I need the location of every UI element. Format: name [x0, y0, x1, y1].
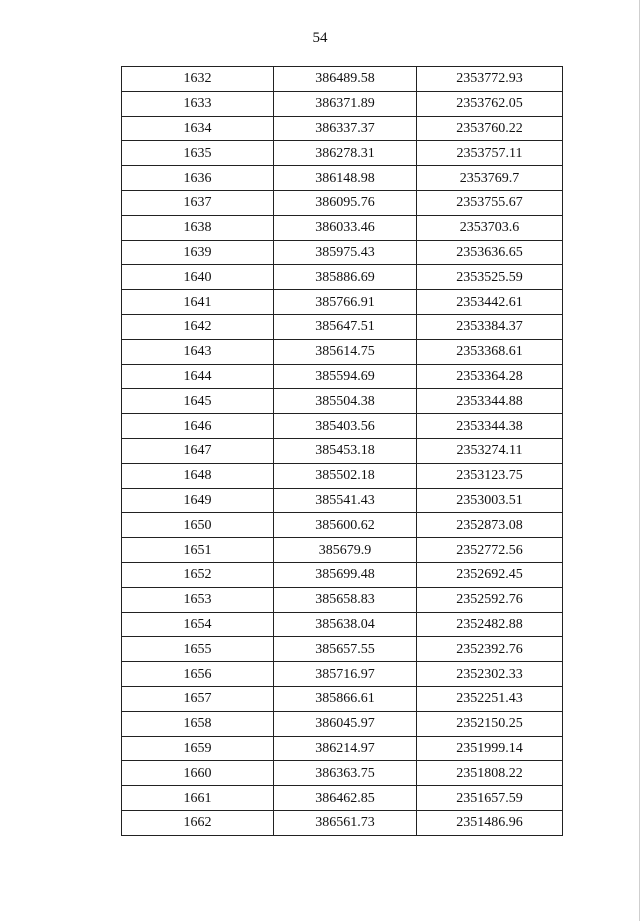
point-number-cell: 1646: [122, 414, 274, 439]
x-coordinate-cell: 385716.97: [274, 662, 417, 687]
point-number-cell: 1632: [122, 67, 274, 92]
x-coordinate-cell: 385403.56: [274, 414, 417, 439]
y-coordinate-cell: 2352251.43: [417, 686, 563, 711]
x-coordinate-cell: 385975.43: [274, 240, 417, 265]
table-row: [122, 67, 563, 92]
table-row: [122, 711, 563, 736]
point-number-cell: 1651: [122, 538, 274, 563]
point-number-cell: 1650: [122, 513, 274, 538]
table-row: [122, 810, 563, 835]
x-coordinate-cell: 386278.31: [274, 141, 417, 166]
x-coordinate-cell: 385541.43: [274, 488, 417, 513]
y-coordinate-cell: 2353703.6: [417, 215, 563, 240]
point-number-cell: 1659: [122, 736, 274, 761]
x-coordinate-cell: 385766.91: [274, 290, 417, 315]
x-coordinate-cell: 385658.83: [274, 587, 417, 612]
y-coordinate-cell: 2352482.88: [417, 612, 563, 637]
x-coordinate-cell: 385502.18: [274, 463, 417, 488]
y-coordinate-cell: 2353123.75: [417, 463, 563, 488]
point-number-cell: 1636: [122, 166, 274, 191]
x-coordinate-cell: 385679.9: [274, 538, 417, 563]
point-number-cell: 1662: [122, 810, 274, 835]
y-coordinate-cell: 2352592.76: [417, 587, 563, 612]
x-coordinate-cell: 385594.69: [274, 364, 417, 389]
table-row: [122, 265, 563, 290]
y-coordinate-cell: 2353755.67: [417, 190, 563, 215]
point-number-cell: 1648: [122, 463, 274, 488]
y-coordinate-cell: 2353003.51: [417, 488, 563, 513]
x-coordinate-cell: 386489.58: [274, 67, 417, 92]
table-row: [122, 488, 563, 513]
x-coordinate-cell: 385600.62: [274, 513, 417, 538]
x-coordinate-cell: 385886.69: [274, 265, 417, 290]
y-coordinate-cell: 2352302.33: [417, 662, 563, 687]
x-coordinate-cell: 386095.76: [274, 190, 417, 215]
point-number-cell: 1658: [122, 711, 274, 736]
point-number-cell: 1660: [122, 761, 274, 786]
point-number-cell: 1641: [122, 290, 274, 315]
y-coordinate-cell: 2352392.76: [417, 637, 563, 662]
x-coordinate-cell: 385614.75: [274, 339, 417, 364]
y-coordinate-cell: 2353762.05: [417, 91, 563, 116]
point-number-cell: 1652: [122, 562, 274, 587]
y-coordinate-cell: 2353757.11: [417, 141, 563, 166]
y-coordinate-cell: 2353772.93: [417, 67, 563, 92]
x-coordinate-cell: 385504.38: [274, 389, 417, 414]
x-coordinate-cell: 385638.04: [274, 612, 417, 637]
table-row: [122, 587, 563, 612]
y-coordinate-cell: 2353769.7: [417, 166, 563, 191]
point-number-cell: 1655: [122, 637, 274, 662]
point-number-cell: 1638: [122, 215, 274, 240]
coordinates-table-body: [122, 67, 563, 836]
y-coordinate-cell: 2353760.22: [417, 116, 563, 141]
y-coordinate-cell: 2353442.61: [417, 290, 563, 315]
table-row: [122, 761, 563, 786]
table-row: [122, 240, 563, 265]
point-number-cell: 1653: [122, 587, 274, 612]
table-row: [122, 736, 563, 761]
point-number-cell: 1656: [122, 662, 274, 687]
table-row: [122, 538, 563, 563]
table-row: [122, 438, 563, 463]
coordinates-table: [121, 66, 563, 836]
y-coordinate-cell: 2352692.45: [417, 562, 563, 587]
table-row: [122, 389, 563, 414]
y-coordinate-cell: 2353344.38: [417, 414, 563, 439]
table-row: [122, 637, 563, 662]
y-coordinate-cell: 2353384.37: [417, 314, 563, 339]
point-number-cell: 1657: [122, 686, 274, 711]
table-row: [122, 364, 563, 389]
table-row: [122, 686, 563, 711]
table-row: [122, 141, 563, 166]
point-number-cell: 1635: [122, 141, 274, 166]
x-coordinate-cell: 386045.97: [274, 711, 417, 736]
x-coordinate-cell: 386033.46: [274, 215, 417, 240]
x-coordinate-cell: 385453.18: [274, 438, 417, 463]
table-row: [122, 215, 563, 240]
point-number-cell: 1654: [122, 612, 274, 637]
table-row: [122, 414, 563, 439]
y-coordinate-cell: 2352150.25: [417, 711, 563, 736]
x-coordinate-cell: 386337.37: [274, 116, 417, 141]
point-number-cell: 1640: [122, 265, 274, 290]
page-number: 54: [312, 30, 328, 46]
x-coordinate-cell: 386561.73: [274, 810, 417, 835]
y-coordinate-cell: 2353636.65: [417, 240, 563, 265]
y-coordinate-cell: 2351808.22: [417, 761, 563, 786]
point-number-cell: 1642: [122, 314, 274, 339]
point-number-cell: 1661: [122, 786, 274, 811]
table-row: [122, 463, 563, 488]
point-number-cell: 1647: [122, 438, 274, 463]
table-row: [122, 91, 563, 116]
point-number-cell: 1649: [122, 488, 274, 513]
point-number-cell: 1645: [122, 389, 274, 414]
table-row: [122, 290, 563, 315]
table-row: [122, 190, 563, 215]
table-row: [122, 562, 563, 587]
x-coordinate-cell: 385647.51: [274, 314, 417, 339]
point-number-cell: 1633: [122, 91, 274, 116]
table-row: [122, 339, 563, 364]
table-row: [122, 786, 563, 811]
point-number-cell: 1639: [122, 240, 274, 265]
x-coordinate-cell: 385657.55: [274, 637, 417, 662]
table-row: [122, 612, 563, 637]
y-coordinate-cell: 2351486.96: [417, 810, 563, 835]
x-coordinate-cell: 386214.97: [274, 736, 417, 761]
y-coordinate-cell: 2353525.59: [417, 265, 563, 290]
y-coordinate-cell: 2352873.08: [417, 513, 563, 538]
x-coordinate-cell: 385866.61: [274, 686, 417, 711]
y-coordinate-cell: 2351999.14: [417, 736, 563, 761]
y-coordinate-cell: 2353274.11: [417, 438, 563, 463]
x-coordinate-cell: 386371.89: [274, 91, 417, 116]
point-number-cell: 1644: [122, 364, 274, 389]
point-number-cell: 1637: [122, 190, 274, 215]
point-number-cell: 1643: [122, 339, 274, 364]
table-row: [122, 116, 563, 141]
x-coordinate-cell: 385699.48: [274, 562, 417, 587]
y-coordinate-cell: 2353344.88: [417, 389, 563, 414]
x-coordinate-cell: 386363.75: [274, 761, 417, 786]
table-row: [122, 662, 563, 687]
table-row: [122, 314, 563, 339]
table-row: [122, 513, 563, 538]
point-number-cell: 1634: [122, 116, 274, 141]
y-coordinate-cell: 2353364.28: [417, 364, 563, 389]
y-coordinate-cell: 2351657.59: [417, 786, 563, 811]
table-row: [122, 166, 563, 191]
x-coordinate-cell: 386462.85: [274, 786, 417, 811]
x-coordinate-cell: 386148.98: [274, 166, 417, 191]
y-coordinate-cell: 2352772.56: [417, 538, 563, 563]
y-coordinate-cell: 2353368.61: [417, 339, 563, 364]
